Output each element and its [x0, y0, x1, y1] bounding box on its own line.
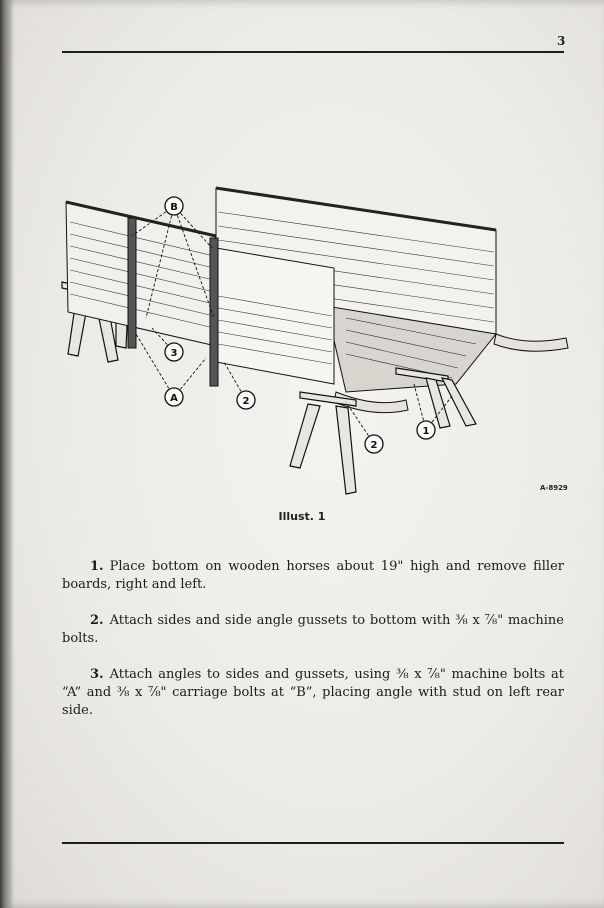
figure-caption: Illust. 1 — [278, 510, 326, 523]
left-side-panel — [66, 202, 216, 346]
step-2-number: 2. — [90, 613, 104, 628]
front-side-panel — [216, 248, 334, 384]
callout-a-label: A — [170, 393, 178, 404]
drawing-code: A-8929 — [540, 484, 568, 492]
callout-3 — [165, 343, 183, 361]
step-2-text: Attach sides and side angle gussets to bottom with ⅜ x ⅞" machine bolts. — [62, 613, 564, 646]
callout-3-label: 3 — [170, 348, 178, 359]
callout-2-right — [365, 435, 383, 453]
footer-rule — [62, 842, 564, 844]
step-3-number: 3. — [90, 667, 104, 682]
filler-board-right — [494, 334, 568, 351]
step-1 — [62, 558, 564, 594]
step-3-text: Attach angles to sides and gussets, using ⅜ x ⅞" machine bolts at “A” and ⅜ x ⅞" carriage bolts at “B”, placing angle with stud on left rear side. — [62, 667, 564, 718]
page-number: 3 — [557, 34, 566, 48]
step-1-number: 1. — [90, 559, 104, 574]
callout-2-left-label: 2 — [242, 396, 250, 407]
callout-b — [165, 197, 183, 215]
callout-b-label: B — [170, 202, 178, 213]
callout-2-left — [237, 391, 255, 409]
assembly-illustration — [56, 178, 576, 500]
step-3 — [62, 666, 564, 720]
instruction-steps — [62, 558, 564, 738]
header-rule — [62, 51, 564, 53]
callout-a — [165, 388, 183, 406]
step-2 — [62, 612, 564, 648]
step-1-text: Place bottom on wooden horses about 19" high and remove filler boards, right and left. — [62, 559, 564, 592]
callout-1-label: 1 — [422, 426, 430, 437]
callout-2-right-label: 2 — [370, 440, 378, 451]
callout-1 — [417, 421, 435, 439]
